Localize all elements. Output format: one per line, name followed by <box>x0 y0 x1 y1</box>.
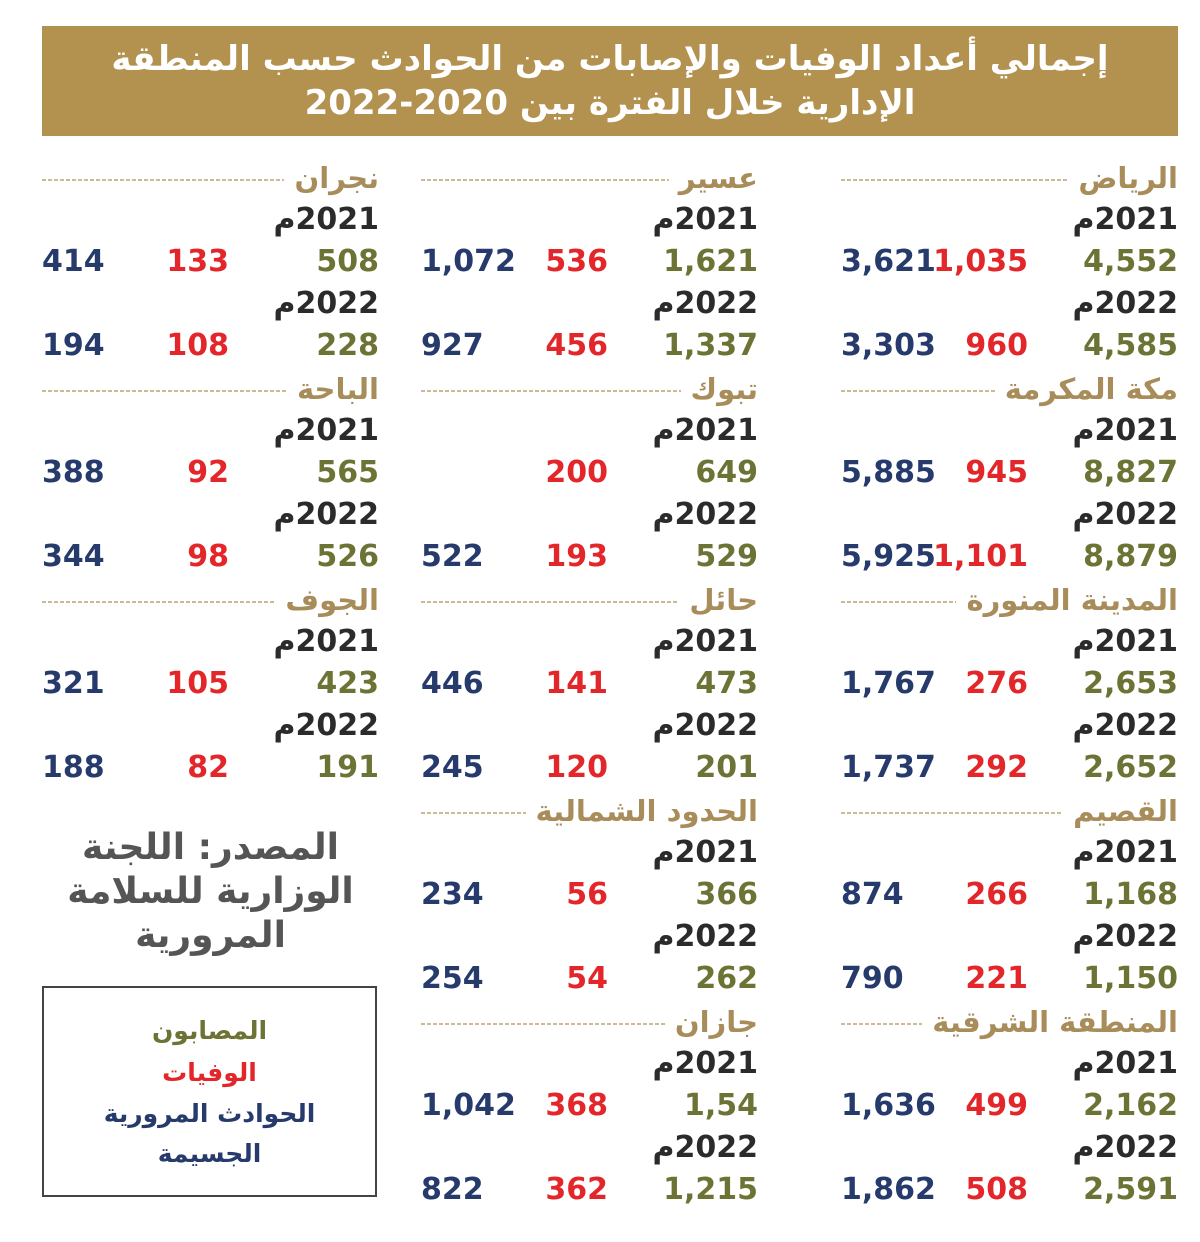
deaths-value: 56 <box>566 877 608 912</box>
region-name: حائل <box>689 583 758 617</box>
accidents-value: 194 <box>42 328 105 363</box>
region-name: المدينة المنورة <box>966 583 1178 617</box>
accidents-value: 3,303 <box>841 328 936 363</box>
year-label: 2021م <box>273 624 379 659</box>
year-label: 2022م <box>273 286 379 321</box>
region-hail <box>421 578 758 789</box>
wave-divider <box>841 175 1068 185</box>
region-name: عسير <box>678 161 758 195</box>
injured-value: 262 <box>695 961 758 996</box>
deaths-value: 536 <box>545 244 608 279</box>
year-label: 2021م <box>652 413 758 448</box>
injured-value: 8,827 <box>1083 455 1178 490</box>
region-qassim <box>841 789 1178 1000</box>
year-label: 2021م <box>652 624 758 659</box>
year-label: 2021م <box>1072 1046 1178 1081</box>
region-name: القصيم <box>1073 794 1178 828</box>
accidents-value: 1,072 <box>421 244 516 279</box>
injured-value: 2,591 <box>1083 1172 1178 1207</box>
year-label: 2021م <box>1072 835 1178 870</box>
wave-divider <box>42 386 287 396</box>
deaths-value: 1,101 <box>933 539 1028 574</box>
year-label: 2021م <box>1072 624 1178 659</box>
title-banner <box>42 26 1178 136</box>
accidents-value: 1,862 <box>841 1172 936 1207</box>
accidents-value: 188 <box>42 750 105 785</box>
region-northern-borders <box>421 789 758 1000</box>
region-name: الباحة <box>296 372 379 406</box>
region-jouf <box>42 578 379 789</box>
wave-divider <box>421 808 526 818</box>
injured-value: 526 <box>316 539 379 574</box>
accidents-value: 822 <box>421 1172 484 1207</box>
deaths-value: 292 <box>965 750 1028 785</box>
wave-divider <box>421 175 669 185</box>
year-label: 2022م <box>652 497 758 532</box>
injured-value: 1,621 <box>663 244 758 279</box>
deaths-value: 221 <box>965 961 1028 996</box>
deaths-value: 193 <box>545 539 608 574</box>
year-label: 2022م <box>1072 1130 1178 1165</box>
region-riyadh <box>841 156 1178 367</box>
injured-value: 649 <box>695 455 758 490</box>
legend-injured: المصابون <box>151 1015 268 1045</box>
accidents-value: 3,621 <box>841 244 936 279</box>
region-name: جازان <box>674 1005 758 1039</box>
injured-value: 473 <box>695 666 758 701</box>
injured-value: 1,150 <box>1083 961 1178 996</box>
injured-value: 1,337 <box>663 328 758 363</box>
region-eastern <box>841 1000 1178 1211</box>
deaths-value: 108 <box>166 328 229 363</box>
deaths-value: 362 <box>545 1172 608 1207</box>
region-najran <box>42 156 379 367</box>
accidents-value: 790 <box>841 961 904 996</box>
region-name: الرياض <box>1078 161 1178 195</box>
injured-value: 1,54 <box>683 1088 758 1123</box>
injured-value: 366 <box>695 877 758 912</box>
accidents-value: 234 <box>421 877 484 912</box>
column-left <box>42 156 379 789</box>
region-name: تبوك <box>690 372 758 406</box>
deaths-value: 141 <box>545 666 608 701</box>
wave-divider <box>421 386 681 396</box>
deaths-value: 92 <box>187 455 229 490</box>
accidents-value: 1,767 <box>841 666 936 701</box>
region-asir <box>421 156 758 367</box>
year-label: 2022م <box>652 919 758 954</box>
year-label: 2021م <box>273 202 379 237</box>
deaths-value: 133 <box>166 244 229 279</box>
region-name: الحدود الشمالية <box>535 794 758 828</box>
legend-box <box>42 986 377 1197</box>
region-name: المنطقة الشرقية <box>932 1005 1178 1039</box>
wave-divider <box>841 1019 922 1029</box>
injured-value: 2,162 <box>1083 1088 1178 1123</box>
deaths-value: 499 <box>965 1088 1028 1123</box>
accidents-value: 344 <box>42 539 105 574</box>
year-label: 2021م <box>273 413 379 448</box>
legend-accidents-line-2: الجسيمة <box>157 1138 262 1168</box>
injured-value: 2,653 <box>1083 666 1178 701</box>
injured-value: 4,585 <box>1083 328 1178 363</box>
title-line-1: إجمالي أعداد الوفيات والإصابات من الحوادث حسب المنطقة <box>111 39 1109 79</box>
year-label: 2022م <box>1072 286 1178 321</box>
deaths-value: 266 <box>965 877 1028 912</box>
deaths-value: 98 <box>187 539 229 574</box>
deaths-value: 276 <box>965 666 1028 701</box>
year-label: 2021م <box>652 1046 758 1081</box>
injured-value: 529 <box>695 539 758 574</box>
year-label: 2021م <box>652 835 758 870</box>
deaths-value: 120 <box>545 750 608 785</box>
title-line-2: الإدارية خلال الفترة بين 2020-2022 <box>304 83 916 123</box>
accidents-value: 321 <box>42 666 105 701</box>
region-jazan <box>421 1000 758 1211</box>
deaths-value: 200 <box>545 455 608 490</box>
year-label: 2022م <box>1072 919 1178 954</box>
accidents-value: 414 <box>42 244 105 279</box>
injured-value: 2,652 <box>1083 750 1178 785</box>
wave-divider <box>421 1019 665 1029</box>
accidents-value: 388 <box>42 455 105 490</box>
deaths-value: 368 <box>545 1088 608 1123</box>
wave-divider <box>841 597 956 607</box>
injured-value: 228 <box>316 328 379 363</box>
year-label: 2022م <box>652 1130 758 1165</box>
accidents-value: 522 <box>421 539 484 574</box>
year-label: 2022م <box>652 708 758 743</box>
source-line-3: المرورية <box>135 915 286 956</box>
injured-value: 201 <box>695 750 758 785</box>
accidents-value: 1,636 <box>841 1088 936 1123</box>
year-label: 2021م <box>1072 413 1178 448</box>
injured-value: 1,215 <box>663 1172 758 1207</box>
region-baha <box>42 367 379 578</box>
injured-value: 423 <box>316 666 379 701</box>
deaths-value: 960 <box>965 328 1028 363</box>
accidents-value: 927 <box>421 328 484 363</box>
accidents-value: 874 <box>841 877 904 912</box>
wave-divider <box>42 175 284 185</box>
region-name: الجوف <box>285 583 379 617</box>
year-label: 2022م <box>1072 708 1178 743</box>
year-label: 2022م <box>273 497 379 532</box>
region-makkah <box>841 367 1178 578</box>
accidents-value: 254 <box>421 961 484 996</box>
accidents-value: 1,042 <box>421 1088 516 1123</box>
accidents-value: 1,737 <box>841 750 936 785</box>
wave-divider <box>841 386 995 396</box>
region-name: مكة المكرمة <box>1004 372 1178 406</box>
legend-deaths: الوفيات <box>162 1057 257 1087</box>
region-tabuk <box>421 367 758 578</box>
deaths-value: 54 <box>566 961 608 996</box>
region-madinah <box>841 578 1178 789</box>
wave-divider <box>42 597 275 607</box>
legend-accidents-line-1: الحوادث المرورية <box>103 1098 316 1128</box>
source-note <box>42 826 379 958</box>
year-label: 2022م <box>273 708 379 743</box>
source-line-1: المصدر: اللجنة <box>82 827 339 868</box>
accidents-value: 5,925 <box>841 539 936 574</box>
region-name: نجران <box>294 161 379 195</box>
accidents-value: 5,885 <box>841 455 936 490</box>
year-label: 2022م <box>652 286 758 321</box>
deaths-value: 508 <box>965 1172 1028 1207</box>
injured-value: 1,168 <box>1083 877 1178 912</box>
column-right <box>841 156 1178 1211</box>
injured-value: 565 <box>316 455 379 490</box>
deaths-value: 945 <box>965 455 1028 490</box>
injured-value: 4,552 <box>1083 244 1178 279</box>
source-line-2: الوزارية للسلامة <box>67 871 354 912</box>
deaths-value: 1,035 <box>933 244 1028 279</box>
injured-value: 8,879 <box>1083 539 1178 574</box>
wave-divider <box>841 808 1063 818</box>
year-label: 2022م <box>1072 497 1178 532</box>
accidents-value: 446 <box>421 666 484 701</box>
accidents-value: 245 <box>421 750 484 785</box>
year-label: 2021م <box>1072 202 1178 237</box>
column-middle <box>421 156 758 1211</box>
deaths-value: 82 <box>187 750 229 785</box>
deaths-value: 456 <box>545 328 608 363</box>
year-label: 2021م <box>652 202 758 237</box>
injured-value: 191 <box>316 750 379 785</box>
deaths-value: 105 <box>166 666 229 701</box>
wave-divider <box>421 597 679 607</box>
injured-value: 508 <box>316 244 379 279</box>
